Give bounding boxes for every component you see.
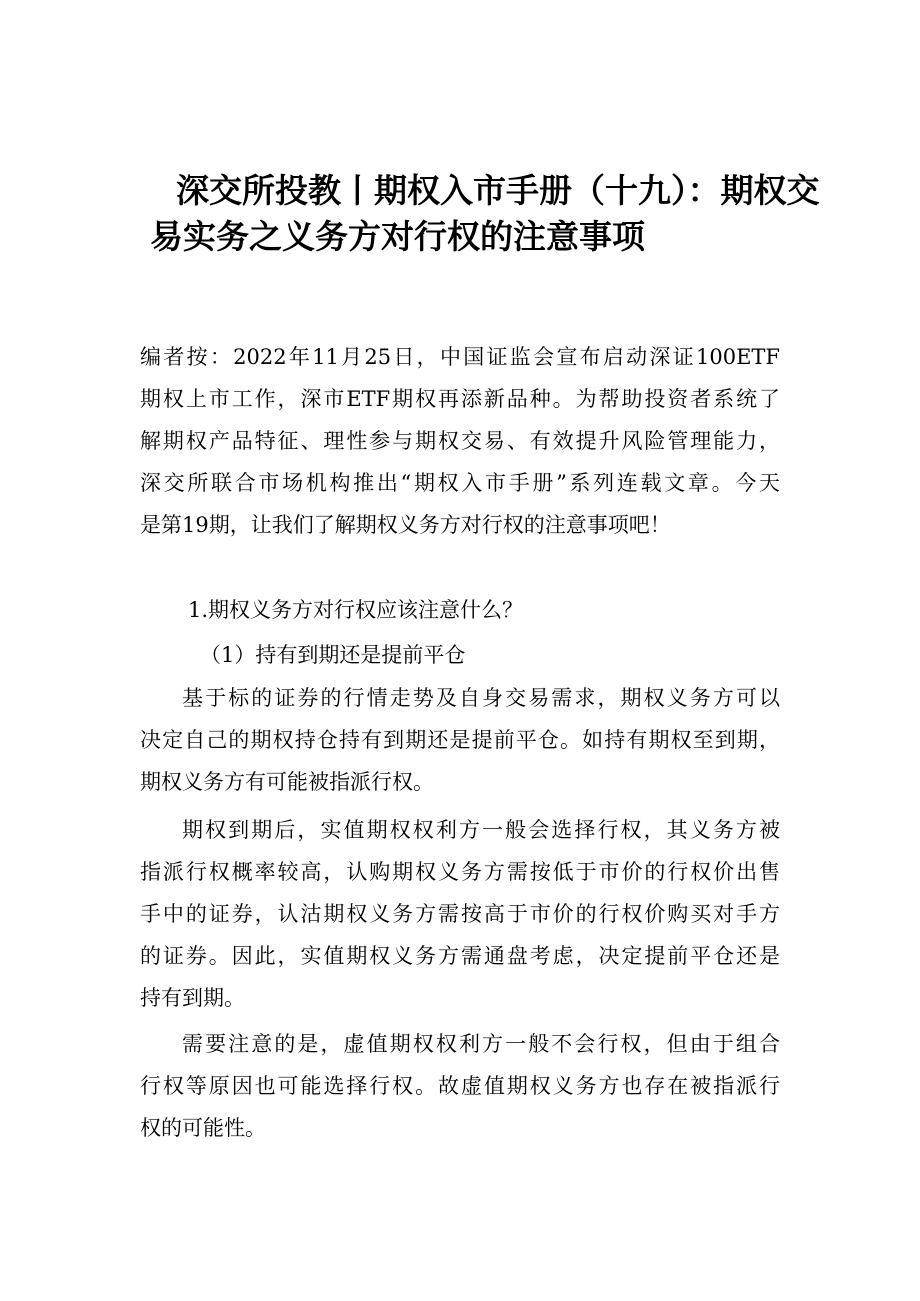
paragraph-line: 手中的证券，认沽期权义务方需按高于市价的行权价购买对手方 xyxy=(140,902,780,926)
paragraph-line: 决定自己的期权持仓持有到期还是提前平仓。如持有期权至到期， xyxy=(140,728,780,752)
paragraph-line: 指派行权概率较高，认购期权义务方需按低于市价的行权价出售 xyxy=(140,860,780,884)
article-title xyxy=(150,168,820,260)
paragraph-2 xyxy=(140,809,780,1019)
editor-note xyxy=(140,336,780,546)
article-title-line-2: 易实务之义务方对行权的注意事项 xyxy=(150,217,645,256)
editor-note-line: 编者按：2022年11月25日，中国证监会宣布启动深证100ETF xyxy=(140,345,780,369)
paragraph-3 xyxy=(140,1023,780,1149)
paragraph-line: 期权义务方有可能被指派行权。 xyxy=(140,770,434,794)
paragraph-1 xyxy=(140,677,780,803)
article-title-line-1: 深交所投教丨期权入市手册（十九）：期权交 xyxy=(176,171,820,210)
paragraph-line: 持有到期。 xyxy=(140,986,245,1010)
editor-note-line: 深交所联合市场机构推出“期权入市手册”系列连载文章。今天 xyxy=(140,471,780,495)
paragraph-line: 权的可能性。 xyxy=(140,1116,266,1140)
paragraph-line: 的证券。因此，实值期权义务方需通盘考虑，决定提前平仓还是 xyxy=(140,944,780,968)
section-subheading: （1）持有到期还是提前平仓 xyxy=(200,643,466,667)
editor-note-line: 是第19期，让我们了解期权义务方对行权的注意事项吧！ xyxy=(140,513,671,537)
editor-note-line: 期权上市工作，深市ETF期权再添新品种。为帮助投资者系统了 xyxy=(140,387,780,411)
editor-note-line: 解期权产品特征、理性参与期权交易、有效提升风险管理能力， xyxy=(140,429,780,453)
paragraph-line: 期权到期后，实值期权权利方一般会选择行权，其义务方被 xyxy=(182,818,780,842)
section-heading: 1.期权义务方对行权应该注意什么？ xyxy=(188,598,524,622)
paragraph-line: 需要注意的是，虚值期权权利方一般不会行权，但由于组合 xyxy=(182,1032,780,1056)
paragraph-line: 行权等原因也可能选择行权。故虚值期权义务方也存在被指派行 xyxy=(140,1074,780,1098)
paragraph-line: 基于标的证券的行情走势及自身交易需求，期权义务方可以 xyxy=(182,686,780,710)
